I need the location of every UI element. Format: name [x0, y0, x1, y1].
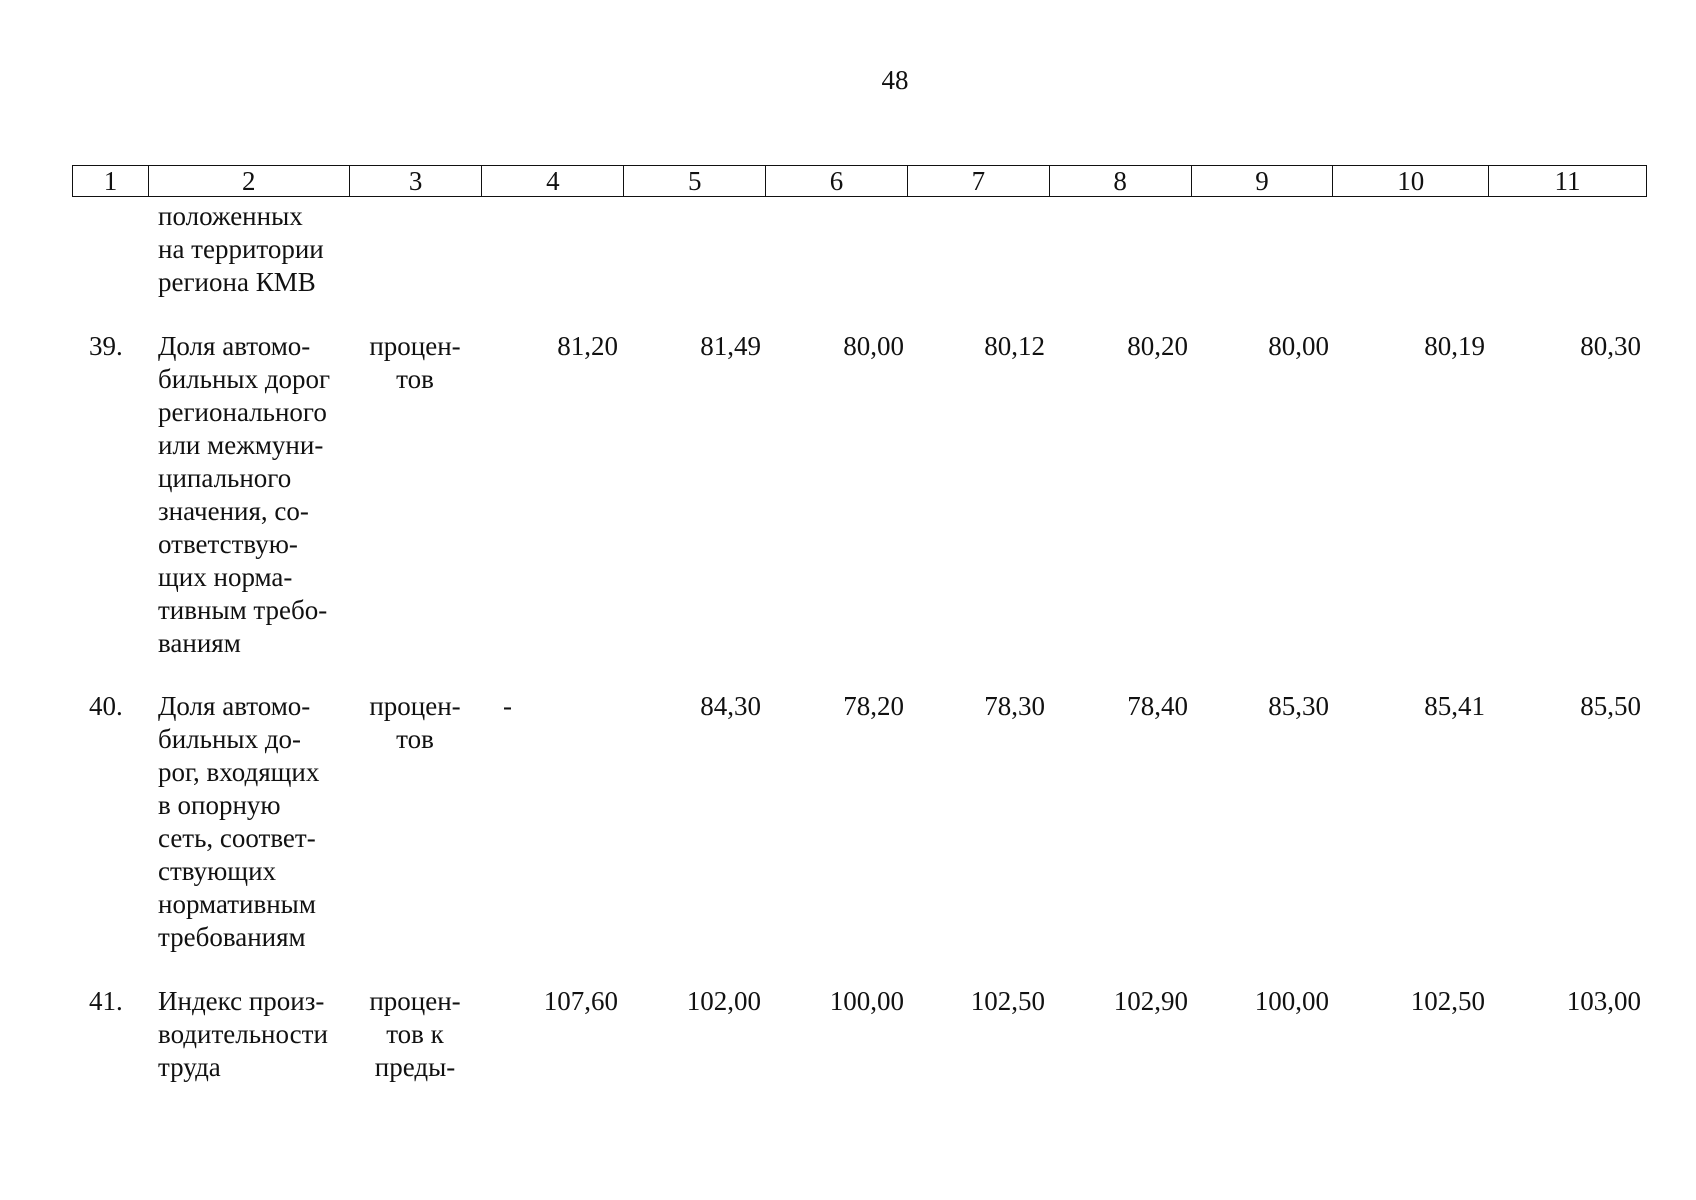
- row-number: 41.: [89, 986, 123, 1016]
- value-col-10: 102,50: [1410, 986, 1485, 1016]
- value-col-11: 103,00: [1566, 986, 1641, 1016]
- value-col-9: 85,30: [1268, 691, 1329, 721]
- header-cell-2: 2: [148, 166, 349, 196]
- value-col-6: 78,20: [843, 691, 904, 721]
- unit-of-measure: процен- тов: [369, 691, 461, 754]
- header-cell-1: 1: [103, 166, 118, 196]
- value-col-8: 102,90: [1113, 986, 1188, 1016]
- unit-of-measure: процен- тов: [369, 331, 461, 394]
- header-cell-5: 5: [623, 166, 765, 196]
- value-col-6: 80,00: [843, 331, 904, 361]
- indicator-name: положенных на территории региона КМВ: [158, 201, 324, 297]
- header-cell-8: 8: [1049, 166, 1191, 196]
- value-col-11: 85,50: [1580, 691, 1641, 721]
- value-col-7: 102,50: [970, 986, 1045, 1016]
- value-col-9: 100,00: [1254, 986, 1329, 1016]
- value-col-9: 80,00: [1268, 331, 1329, 361]
- value-col-7: 80,12: [984, 331, 1045, 361]
- value-col-5: 102,00: [686, 986, 761, 1016]
- row-number: 40.: [89, 691, 123, 721]
- value-col-4: 81,20: [557, 331, 618, 361]
- value-col-8: 78,40: [1127, 691, 1188, 721]
- indicator-name: Индекс произ- водительности труда: [158, 986, 328, 1082]
- value-col-5: 81,49: [700, 331, 761, 361]
- value-col-10: 85,41: [1424, 691, 1485, 721]
- header-cell-3: 3: [349, 166, 482, 196]
- value-col-11: 80,30: [1580, 331, 1641, 361]
- page-number: 48: [881, 65, 909, 95]
- header-cell-7: 7: [907, 166, 1049, 196]
- header-cell-10: 10: [1332, 166, 1488, 196]
- indicator-name: Доля автомо- бильных дорог регионального или межмуни- ципального значения, со- ответствую- щих норма- тивным требо- ваниям: [158, 331, 331, 658]
- header-cell-9: 9: [1191, 166, 1333, 196]
- unit-of-measure: процен- тов к преды-: [369, 986, 461, 1082]
- row-number: 39.: [89, 331, 123, 361]
- value-col-6: 100,00: [829, 986, 904, 1016]
- header-cell-11: 11: [1488, 166, 1646, 196]
- value-col-7: 78,30: [984, 691, 1045, 721]
- table-header-row: [72, 165, 1647, 197]
- value-col-10: 80,19: [1424, 331, 1485, 361]
- value-col-4: -: [503, 691, 512, 721]
- value-col-8: 80,20: [1127, 331, 1188, 361]
- value-col-4: 107,60: [543, 986, 618, 1016]
- header-cell-4: 4: [481, 166, 623, 196]
- header-cell-6: 6: [765, 166, 907, 196]
- indicator-name: Доля автомо- бильных до- рог, входящих в опорную сеть, соответ- ствующих нормативным требованиям: [158, 691, 320, 952]
- value-col-5: 84,30: [700, 691, 761, 721]
